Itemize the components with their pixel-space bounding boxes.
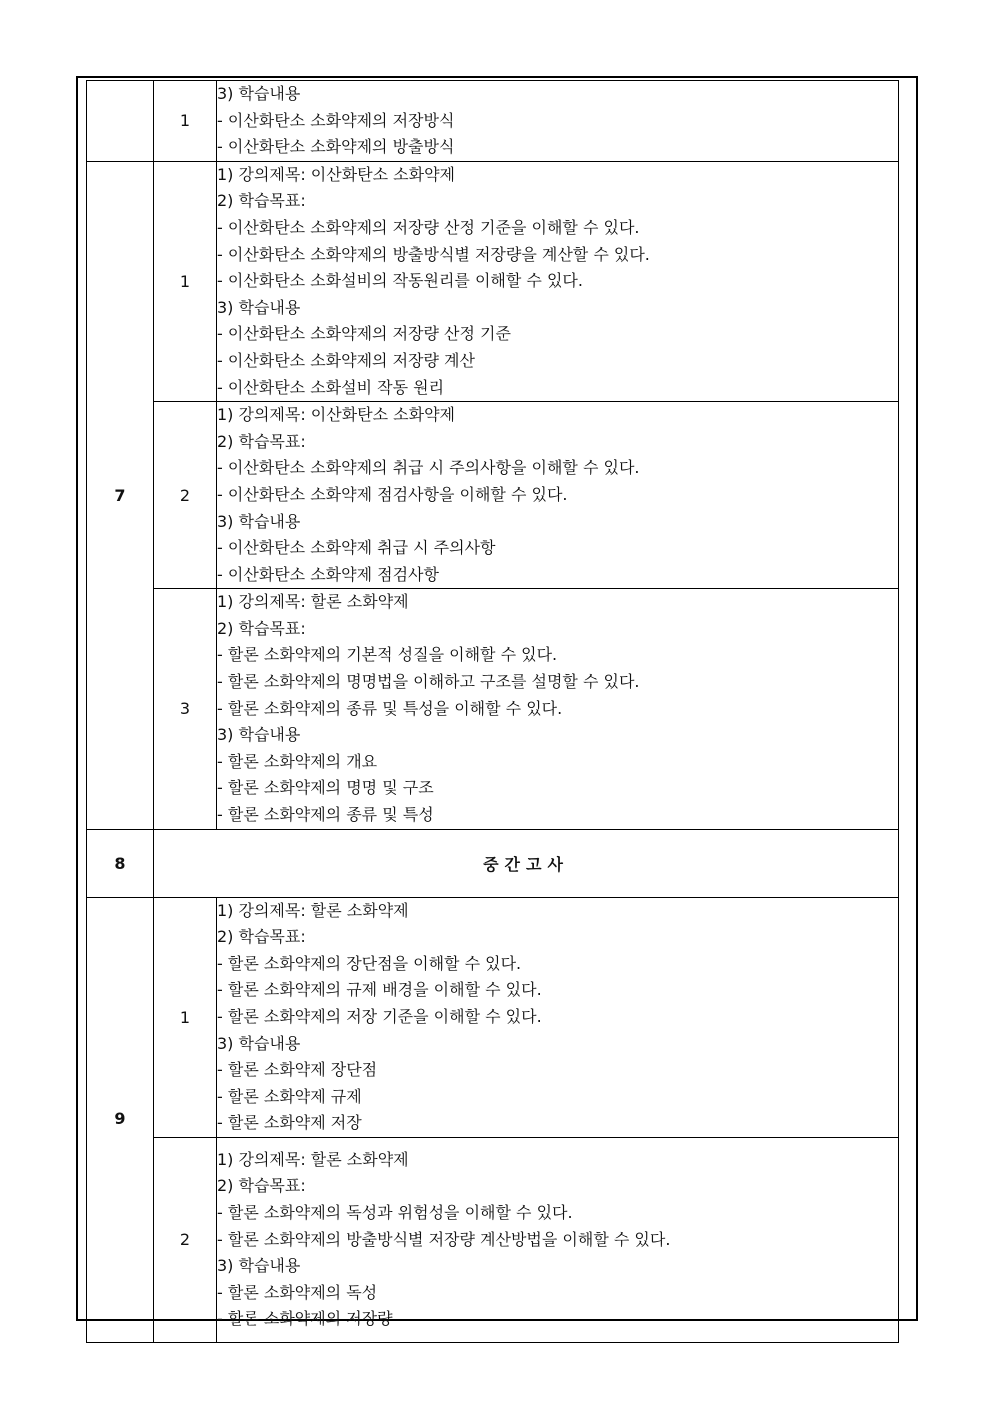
content-line: - 이산화탄소 소화설비 작동 원리 <box>217 377 445 397</box>
content-line: 1) 강의제목: 이산화탄소 소화약제 <box>217 164 455 184</box>
content-line: 1) 강의제목: 이산화탄소 소화약제 <box>217 405 455 425</box>
content-lines <box>217 81 898 161</box>
content-cell <box>217 161 899 401</box>
content-line: - 할론 소화약제의 종류 및 특성을 이해할 수 있다. <box>217 698 563 718</box>
content-line: 2) 학습목표: <box>217 927 306 947</box>
content-line: 2) 학습목표: <box>217 1176 306 1196</box>
content-line: - 이산화탄소 소화설비의 작동원리를 이해할 수 있다. <box>217 271 583 291</box>
content-line: - 할론 소화약제의 독성 <box>217 1282 378 1302</box>
content-cell <box>217 589 899 829</box>
content-lines <box>217 402 898 588</box>
content-line: 3) 학습내용 <box>217 84 301 103</box>
session-cell: 1 <box>154 81 217 162</box>
week-number <box>87 897 154 1342</box>
content-line: 1) 강의제목: 할론 소화약제 <box>217 592 409 612</box>
table-row <box>87 161 899 401</box>
content-lines <box>217 589 898 828</box>
content-line: - 이산화탄소 소화약제 점검사항을 이해할 수 있다. <box>217 484 568 504</box>
content-line: - 할론 소화약제의 개요 <box>217 751 378 771</box>
content-lines <box>217 162 898 401</box>
content-line: - 할론 소화약제의 명명법을 이해하고 구조를 설명할 수 있다. <box>217 672 640 692</box>
content-cell <box>217 897 899 1137</box>
content-line: 2) 학습목표: <box>217 618 306 638</box>
content-line: - 이산화탄소 소화약제의 저장량 계산 <box>217 350 475 370</box>
content-line: - 할론 소화약제의 기본적 성질을 이해할 수 있다. <box>217 645 558 665</box>
content-line: - 할론 소화약제의 방출방식별 저장량 계산방법을 이해할 수 있다. <box>217 1229 671 1249</box>
content-cell <box>217 1137 899 1342</box>
content-line: - 할론 소화약제의 저장 기준을 이해할 수 있다. <box>217 1007 542 1026</box>
content-line: 1) 강의제목: 할론 소화약제 <box>217 900 409 920</box>
week-cell <box>87 81 154 162</box>
content-cell <box>217 81 899 162</box>
content-line: 1) 강의제목: 할론 소화약제 <box>217 1149 409 1169</box>
week-number: 8 <box>87 829 154 897</box>
table-row <box>87 897 899 1137</box>
session-cell: 1 <box>154 897 217 1137</box>
table-row <box>87 402 899 589</box>
table-row <box>87 829 899 897</box>
content-line: - 할론 소화약제 장단점 <box>217 1060 378 1080</box>
session-cell: 2 <box>154 402 217 589</box>
content-line: - 이산화탄소 소화약제의 방출방식 <box>217 137 455 157</box>
content-line: - 이산화탄소 소화약제의 저장량 산정 기준 <box>217 324 511 344</box>
table-row <box>87 1137 899 1342</box>
content-line: - 할론 소화약제 저장 <box>217 1113 362 1133</box>
content-line: - 이산화탄소 소화약제의 저장량 산정 기준을 이해할 수 있다. <box>217 217 640 237</box>
content-line: - 이산화탄소 소화약제의 취급 시 주의사항을 이해할 수 있다. <box>217 458 640 478</box>
content-line: 3) 학습내용 <box>217 1256 301 1276</box>
content-lines <box>217 898 898 1137</box>
table-row <box>87 589 899 829</box>
content-line: 3) 학습내용 <box>217 725 301 745</box>
content-line: 2) 학습목표: <box>217 191 306 211</box>
session-cell: 1 <box>154 161 217 401</box>
content-line: 3) 학습내용 <box>217 511 301 531</box>
content-line: - 할론 소화약제의 명명 및 구조 <box>217 778 434 798</box>
content-line: 3) 학습내용 <box>217 297 301 317</box>
week-number: 7 <box>87 161 154 829</box>
session-cell: 3 <box>154 589 217 829</box>
content-line: - 할론 소화약제의 저장량 <box>217 1309 393 1329</box>
content-line: - 이산화탄소 소화약제 취급 시 주의사항 <box>217 538 496 558</box>
table-row <box>87 81 899 162</box>
content-lines <box>217 1147 898 1333</box>
content-line: - 이산화탄소 소화약제의 저장방식 <box>217 110 455 130</box>
content-line: 3) 학습내용 <box>217 1033 301 1053</box>
content-cell <box>217 402 899 589</box>
content-line: 2) 학습목표: <box>217 431 306 451</box>
content-line: - 이산화탄소 소화약제 점검사항 <box>217 564 439 584</box>
content-line: - 할론 소화약제의 독성과 위험성을 이해할 수 있다. <box>217 1203 573 1223</box>
content-line: - 할론 소화약제 규제 <box>217 1086 362 1106</box>
content-line: - 할론 소화약제의 규제 배경을 이해할 수 있다. <box>217 980 542 1000</box>
week-number-label: 9 <box>114 1108 126 1128</box>
session-cell: 2 <box>154 1137 217 1342</box>
syllabus-table <box>86 80 899 1343</box>
content-line: - 할론 소화약제의 장단점을 이해할 수 있다. <box>217 953 522 973</box>
content-line: - 이산화탄소 소화약제의 방출방식별 저장량을 계산할 수 있다. <box>217 244 650 264</box>
midterm-exam-label: 중간고사 <box>154 829 899 897</box>
content-line: - 할론 소화약제의 종류 및 특성 <box>217 805 434 825</box>
